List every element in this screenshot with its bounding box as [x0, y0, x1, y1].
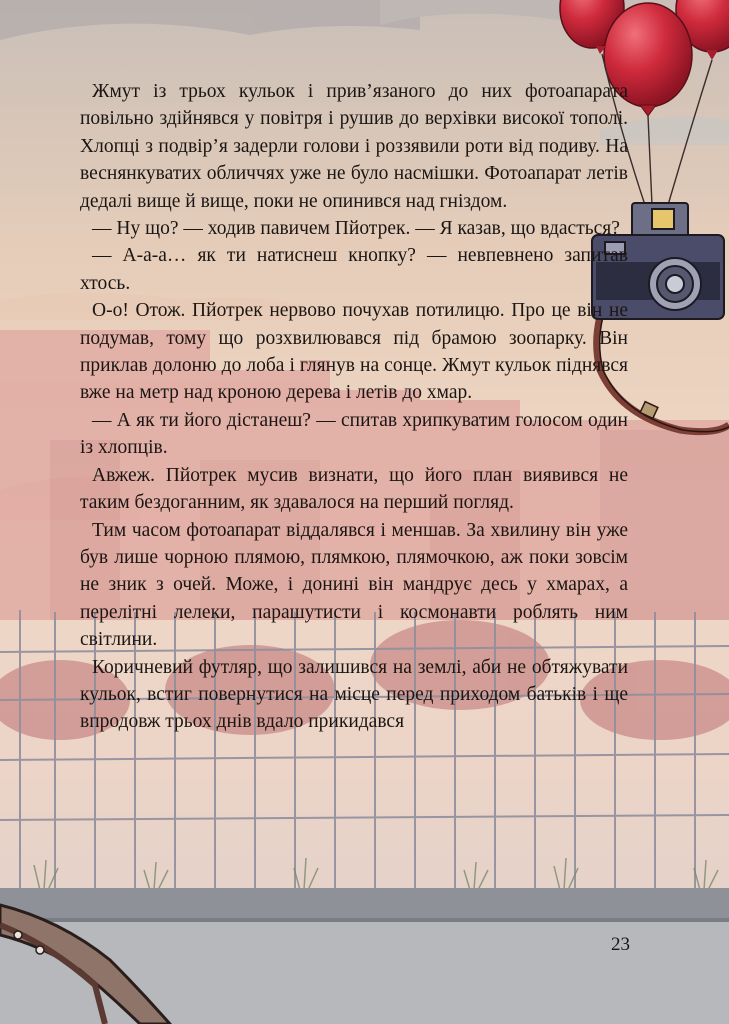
- paragraph-8: Коричневий футляр, що залишився на землі, аби не обтяжувати кульок, встиг повернутися на місце перед приходом батьків і ще впродовж трьох днів вдало прикидався: [80, 656, 628, 733]
- story-text: [80, 78, 628, 736]
- paragraph-3: — А-а-а… як ти натиснеш кнопку? — невпевнено запитав хтось.: [80, 245, 628, 294]
- page-number: 23: [611, 934, 630, 955]
- paragraph-5: — А як ти його дістанеш? — спитав хрипкуватим голосом один із хлопців.: [80, 409, 628, 459]
- ground-band: [0, 888, 729, 920]
- paragraph-4: О-о! Отож. Пйотрек нервово почухав потилицю. Про це він не подумав, тому що розхвилювався під брамою зоопарку. Він приклав долоню до лоба і глянув на сонце. Жмут кульок піднявся вже на метр над кроною дерева і летів до хмар.: [80, 300, 628, 404]
- paragraph-1: Жмут із трьох кульок і прив’язаного до них фотоапарата повільно здійнявся у повітря і рушив до верхівки високої тополі. Хлопці з подвір’я задерли голови і роззявили роти від подиву. На веснянкуватих обличчях уже не було насмішки. Фотоапарат летів дедалі вище й вище, поки не опинився над гніздом.: [80, 81, 628, 212]
- paragraph-7: Тим часом фотоапарат віддалявся і меншав. За хвилину він уже був лише чорною плямою, плямкою, плямочкою, аж поки зовсім не зник з очей. Може, і донині він мандрує десь у хмарах, а перелітні лелеки, парашутисти і космонавти роблять ним світлини.: [80, 519, 628, 651]
- paragraph-6: Авжеж. Пйотрек мусив визнати, що його план виявився не таким бездоганним, як здавалося на перший погляд.: [80, 464, 628, 514]
- paragraph-2: — Ну що? — ходив павичем Пйотрек. — Я казав, що вдасться?: [92, 218, 620, 240]
